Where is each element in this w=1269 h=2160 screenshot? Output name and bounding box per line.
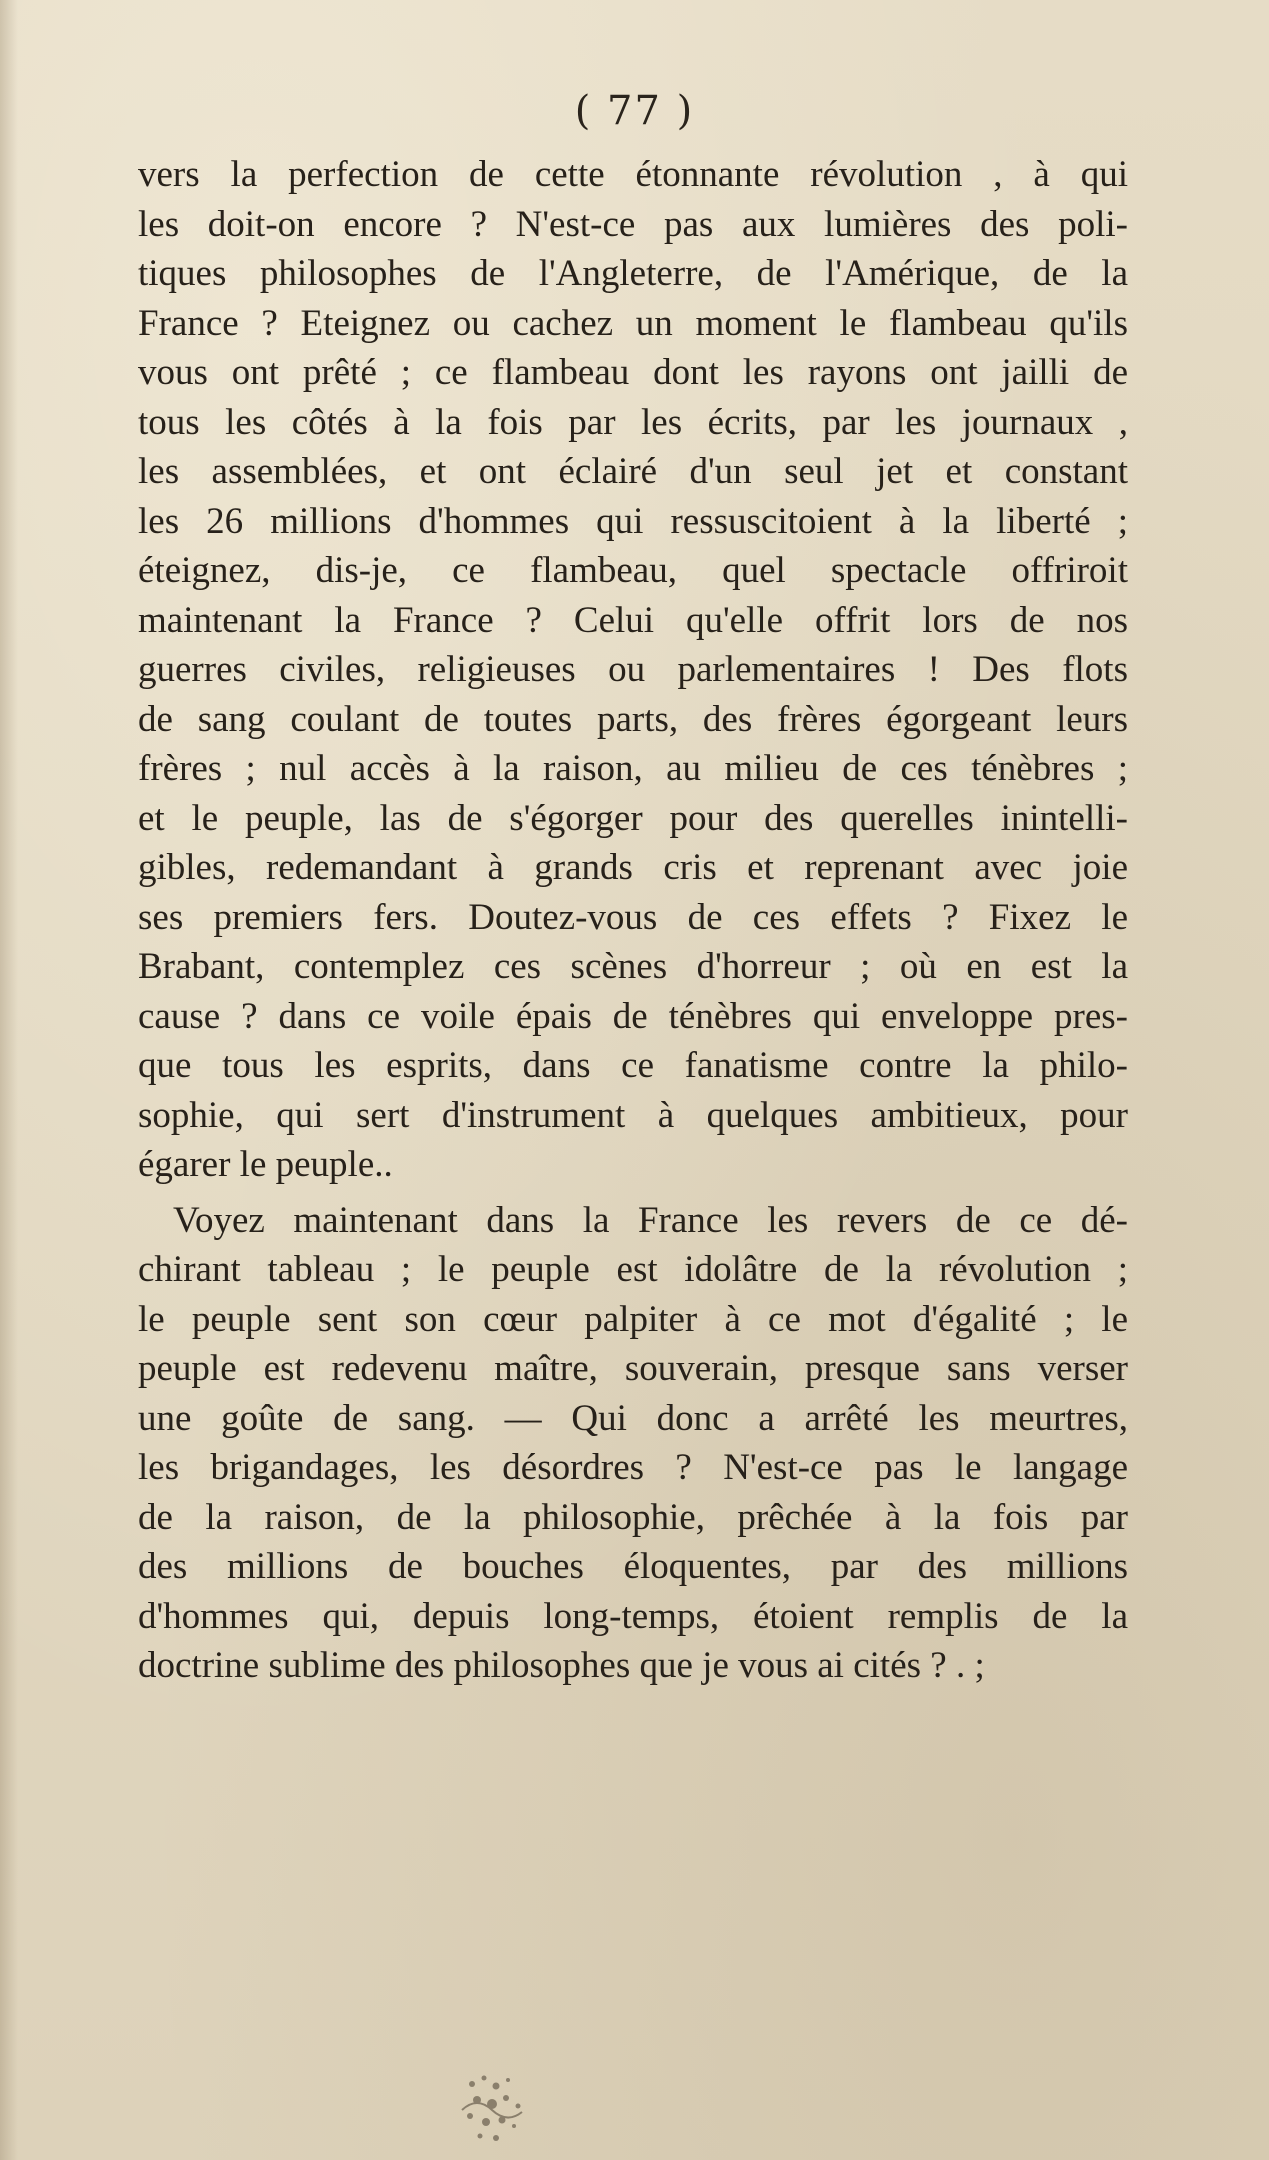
text-line: doctrine sublime des philosophes que je vous ai cités ? . ;	[138, 1645, 985, 1686]
text-line: éteignez, dis-je, ce flambeau, quel spectacle offriroit	[138, 550, 1128, 591]
page-edge-shadow	[0, 0, 18, 2160]
text-line: les brigandages, les désordres ? N'est-ce pas le langage	[138, 1447, 1128, 1488]
paragraph	[138, 150, 1128, 1190]
text-line: Brabant, contemplez ces scènes d'horreur ; où en est la	[138, 946, 1128, 987]
text-line: frères ; nul accès à la raison, au milieu de ces ténèbres ;	[138, 748, 1128, 789]
paragraph	[138, 1196, 1128, 1691]
text-line: que tous les esprits, dans ce fanatisme contre la philo-	[138, 1045, 1128, 1086]
page-number: ( 77 )	[574, 88, 695, 134]
text-line: égarer le peuple..	[138, 1144, 393, 1185]
text-line: vers la perfection de cette étonnante révolution , à qui	[138, 154, 1128, 195]
text-line: maintenant la France ? Celui qu'elle offrit lors de nos	[138, 599, 1128, 641]
text-line: les doit-on encore ? N'est-ce pas aux lumières des poli-	[138, 203, 1128, 245]
text-line: sophie, qui sert d'instrument à quelques ambitieux, pour	[138, 1094, 1128, 1136]
text-line: peuple est redevenu maître, souverain, presque sans verser	[138, 1348, 1128, 1389]
text-line: tous les côtés à la fois par les écrits, par les journaux ,	[138, 401, 1128, 443]
text-line: une goûte de sang. — Qui donc a arrêté les meurtres,	[138, 1397, 1128, 1439]
text-line: le peuple sent son cœur palpiter à ce mot d'égalité ; le	[138, 1298, 1128, 1340]
text-line: les assemblées, et ont éclairé d'un seul jet et constant	[138, 451, 1128, 492]
text-line: gibles, redemandant à grands cris et reprenant avec joie	[138, 847, 1128, 888]
text-line: et le peuple, las de s'égorger pour des querelles inintelli-	[138, 797, 1128, 839]
text-line: ses premiers fers. Doutez-vous de ces effets ? Fixez le	[138, 896, 1128, 938]
text-line: de la raison, de la philosophie, prêchée à la fois par	[138, 1496, 1128, 1538]
text-line: chirant tableau ; le peuple est idolâtre de la révolution ;	[138, 1249, 1128, 1290]
text-line: vous ont prêté ; ce flambeau dont les rayons ont jailli de	[138, 352, 1128, 393]
text-line: d'hommes qui, depuis long-temps, étoient remplis de la	[138, 1595, 1128, 1637]
text-line: de sang coulant de toutes parts, des frères égorgeant leurs	[138, 698, 1128, 740]
text-line: des millions de bouches éloquentes, par des millions	[138, 1546, 1128, 1587]
text-line: cause ? dans ce voile épais de ténèbres qui enveloppe pres-	[138, 995, 1128, 1037]
printer-ornament-icon	[432, 2066, 562, 2146]
text-line: Voyez maintenant dans la France les revers de ce dé-	[173, 1199, 1128, 1241]
body-text	[138, 150, 1128, 1691]
text-line: guerres civiles, religieuses ou parlementaires ! Des flots	[138, 649, 1128, 690]
text-line: tiques philosophes de l'Angleterre, de l'Amérique, de la	[138, 253, 1128, 294]
text-line: les 26 millions d'hommes qui ressuscitoient à la liberté ;	[138, 500, 1128, 542]
text-line: France ? Eteignez ou cachez un moment le flambeau qu'ils	[138, 302, 1128, 344]
